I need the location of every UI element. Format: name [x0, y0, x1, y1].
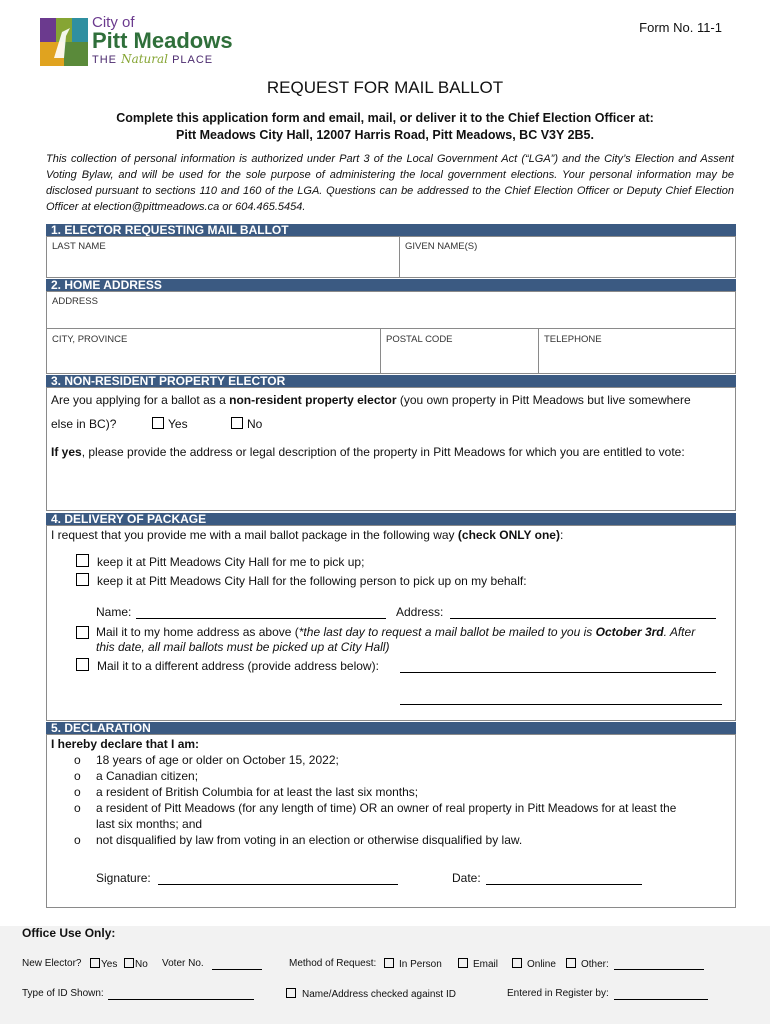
delivery-option-pickup-other[interactable]: keep it at Pitt Meadows City Hall for the following person to pick up on my behalf:	[76, 573, 527, 589]
city-logo	[40, 14, 240, 68]
address-field[interactable]	[46, 291, 736, 329]
method-email[interactable]: Email	[458, 958, 498, 970]
method-label: Method of Request:	[289, 958, 377, 969]
non-resident-yes-option[interactable]: Yes	[152, 416, 188, 432]
given-names-label: GIVEN NAME(S)	[405, 241, 478, 252]
office-use-section	[0, 922, 770, 1024]
new-elector-no[interactable]: No	[124, 958, 148, 970]
bullet: o	[74, 833, 81, 847]
method-in-person[interactable]: In Person	[384, 958, 442, 970]
voter-no-input[interactable]	[212, 958, 262, 970]
other-address-input-1[interactable]	[400, 658, 716, 673]
method-other[interactable]: Other:	[566, 958, 609, 970]
no-checkbox[interactable]	[231, 417, 243, 429]
delivery-option-mail-other[interactable]: Mail it to a different address (provide address below):	[76, 658, 379, 674]
instructions-line-2: Pitt Meadows City Hall, 12007 Harris Road, Pitt Meadows, BC V3Y 2B5.	[176, 128, 594, 142]
pickup-address-input[interactable]	[450, 604, 716, 619]
city-province-field[interactable]	[46, 328, 381, 374]
other-address-input-2[interactable]	[400, 692, 722, 705]
declaration-item: not disqualified by law from voting in an election or otherwise disqualified by law.	[96, 833, 523, 847]
property-description-prompt: If yes, please provide the address or legal description of the property in Pitt Meadows for which you are entitled to vote:	[51, 445, 685, 459]
new-elector-yes[interactable]: Yes	[90, 958, 117, 970]
property-description-input[interactable]	[50, 462, 732, 508]
city-province-label: CITY, PROVINCE	[52, 334, 128, 345]
new-elector-label: New Elector?	[22, 958, 82, 969]
id-shown-label: Type of ID Shown:	[22, 988, 104, 999]
postal-code-field[interactable]	[380, 328, 539, 374]
id-shown-input[interactable]	[108, 988, 254, 1000]
entered-by-label: Entered in Register by:	[507, 988, 609, 999]
declaration-heading: I hereby declare that I am:	[51, 737, 200, 751]
telephone-label: TELEPHONE	[544, 334, 602, 345]
mail-home-note: this date, all mail ballots must be picked up at City Hall)	[96, 640, 390, 654]
office-use-background	[0, 926, 770, 1024]
signature-input[interactable]	[158, 870, 398, 885]
date-label: Date:	[452, 871, 481, 885]
method-other-input[interactable]	[614, 958, 704, 970]
signature-label: Signature:	[96, 871, 151, 885]
bullet: o	[74, 785, 81, 799]
delivery-option-mail-home-checkbox[interactable]	[76, 625, 93, 643]
date-input[interactable]	[486, 870, 642, 885]
pickup-name-label: Name:	[96, 605, 132, 619]
non-resident-question: Are you applying for a ballot as a non-resident property elector (you own property in Pitt Meadows but live somewhere	[51, 393, 691, 407]
non-resident-question-cont: else in BC)?	[51, 417, 117, 431]
section-4-header: 4. DELIVERY OF PACKAGE	[46, 513, 736, 525]
voter-no-label: Voter No.	[162, 958, 204, 969]
declaration-item: 18 years of age or older on October 15, 2022;	[96, 753, 339, 767]
address-label: ADDRESS	[52, 296, 98, 307]
logo-name-text: Pitt Meadows	[92, 28, 233, 53]
pickup-other-checkbox[interactable]	[76, 573, 89, 586]
heron-logo-icon	[40, 18, 88, 66]
telephone-field[interactable]	[538, 328, 736, 374]
method-online[interactable]: Online	[512, 958, 556, 970]
pickup-address-label: Address:	[396, 605, 444, 619]
last-name-label: LAST NAME	[52, 241, 106, 252]
name-checked-option[interactable]: Name/Address checked against ID	[286, 988, 456, 1000]
declaration-item-cont: last six months; and	[96, 817, 203, 831]
postal-code-label: POSTAL CODE	[386, 334, 453, 345]
section-1-header: 1. ELECTOR REQUESTING MAIL BALLOT	[46, 224, 736, 236]
non-resident-no-option[interactable]: No	[231, 416, 262, 432]
given-names-field[interactable]	[399, 236, 736, 278]
logo-city-text: City of	[92, 14, 135, 31]
instructions-line-1: Complete this application form and email, mail, or deliver it to the Chief Election Officer at:	[116, 111, 654, 125]
office-use-title: Office Use Only:	[22, 926, 116, 940]
delivery-option-mail-home: Mail it to my home address as above (*the last day to request a mail ballot be mailed to you is October 3rd. After	[96, 625, 696, 639]
section-5-header: 5. DECLARATION	[46, 722, 736, 734]
mail-other-checkbox[interactable]	[76, 658, 89, 671]
bullet: o	[74, 801, 81, 815]
yes-checkbox[interactable]	[152, 417, 164, 429]
delivery-intro: I request that you provide me with a mail ballot package in the following way (check ONLY one):	[51, 528, 564, 542]
section-3-header: 3. NON-RESIDENT PROPERTY ELECTOR	[46, 375, 736, 387]
declaration-item: a resident of Pitt Meadows (for any length of time) OR an owner of real property in Pitt Meadows for at least the	[96, 801, 677, 815]
logo-tagline: THE Natural PLACE	[92, 52, 214, 66]
pickup-name-input[interactable]	[136, 604, 386, 619]
bullet: o	[74, 753, 81, 767]
delivery-option-pickup-self[interactable]: keep it at Pitt Meadows City Hall for me to pick up;	[76, 554, 364, 570]
pickup-self-checkbox[interactable]	[76, 554, 89, 567]
entered-by-input[interactable]	[614, 988, 708, 1000]
declaration-item: a Canadian citizen;	[96, 769, 199, 783]
section-2-header: 2. HOME ADDRESS	[46, 279, 736, 291]
privacy-notice: This collection of personal information is authorized under Part 3 of the Local Government Act (“LGA”) and the City’s Election and Assent Voting Bylaw, and will be used for the sole purpose of administering the local government elections. Your personal information may be disclosed pursuant to sections 110 and 160 of the LGA. Questions can be addressed to the Chief Election Officer or Deputy Chief Election Officer at election@pittmeadows.ca or 604.465.5454.	[46, 153, 734, 213]
declaration-item: a resident of British Columbia for at least the last six months;	[96, 785, 419, 799]
last-name-field[interactable]	[46, 236, 400, 278]
bullet: o	[74, 769, 81, 783]
form-number: Form No. 11-1	[639, 20, 722, 35]
page-title: REQUEST FOR MAIL BALLOT	[266, 78, 504, 97]
